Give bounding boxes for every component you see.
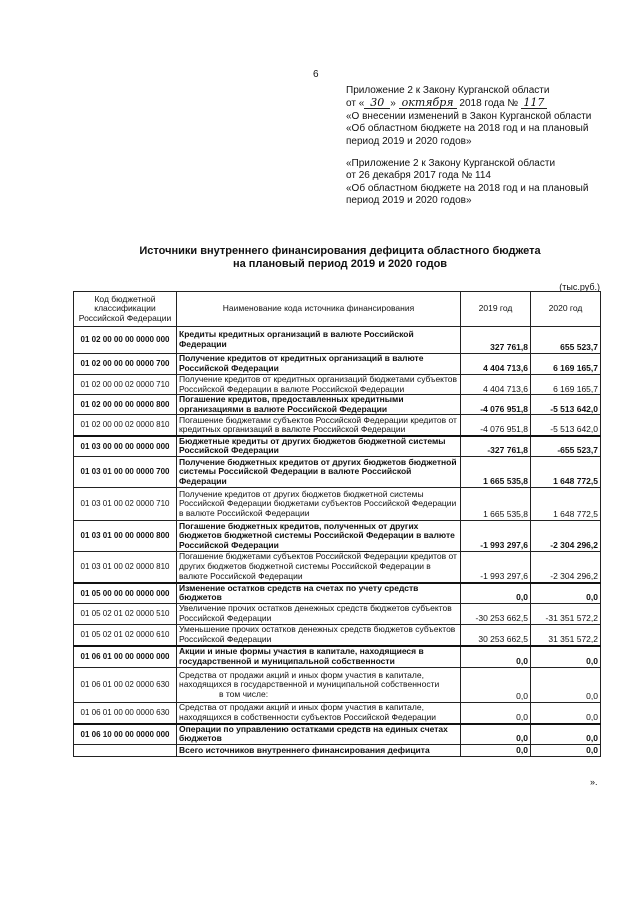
quote-open: « <box>358 98 365 110</box>
row-value-2019: -4 076 951,8 <box>461 395 531 415</box>
document-title <box>60 245 620 271</box>
row-note: в том числе: <box>219 688 269 699</box>
row-value-2020: -5 513 642,0 <box>531 395 601 415</box>
row-code: 01 02 00 00 00 0000 000 <box>74 327 177 354</box>
handwritten-day: 30 <box>364 97 390 109</box>
row-value-2020: 0,0 <box>531 668 601 703</box>
row-value-2020: -2 304 296,2 <box>531 521 601 552</box>
row-code: 01 03 00 00 00 0000 000 <box>74 436 177 457</box>
row-name-text: Изменение остатков средств на счетах по учету средств бюджетов <box>179 582 419 603</box>
row-value-2020: 6 169 165,7 <box>531 354 601 375</box>
row-name <box>177 521 461 552</box>
row-name <box>177 703 461 724</box>
table-row <box>74 375 601 395</box>
table-row <box>74 604 601 625</box>
row-value-2020: 6 169 165,7 <box>531 375 601 395</box>
table-row <box>74 703 601 724</box>
row-value-2020: 0,0 <box>531 583 601 604</box>
appendix-line: период 2019 и 2020 годов» <box>346 135 472 147</box>
row-name <box>177 646 461 668</box>
row-name <box>177 436 461 457</box>
row-code: 01 06 01 00 00 0000 630 <box>74 703 177 724</box>
table-row <box>74 583 601 604</box>
row-name-text: Погашение бюджетных кредитов, полученных от других бюджетов бюджетной системы Российской Федерации в валюте Российской Федерации <box>179 520 455 550</box>
appendix-line: период 2019 и 2020 годов» <box>346 195 472 207</box>
handwritten-month: октября <box>399 97 457 109</box>
row-name-text: Погашение бюджетами субъектов Российской Федерации кредитов от кредитных организаций в валюте Российской Федерации <box>179 414 457 435</box>
from-label: от <box>346 98 356 110</box>
row-name <box>177 415 461 436</box>
header-2020: 2020 год <box>531 292 601 327</box>
title-line: на плановый период 2019 и 2020 годов <box>232 258 448 270</box>
row-code: 01 03 01 00 02 0000 710 <box>74 488 177 521</box>
row-name <box>177 395 461 415</box>
table-row <box>74 395 601 415</box>
row-name <box>177 625 461 646</box>
header-code: Код бюджетной классификации Российской Федерации <box>74 292 177 327</box>
row-value-2020: 0,0 <box>531 724 601 745</box>
row-name-text: Получение кредитов от других бюджетов бюджетной системы Российской Федерации бюджетами субъектов Российской Федерации в валюте Российской Федерации <box>179 488 457 518</box>
row-name-text: Операции по управлению остатками средств на единых счетах бюджетов <box>179 723 448 744</box>
row-value-2019: 0,0 <box>461 745 531 757</box>
row-value-2019: 0,0 <box>461 703 531 724</box>
table-row <box>74 724 601 745</box>
row-value-2020: 0,0 <box>531 646 601 668</box>
row-code: 01 05 00 00 00 0000 000 <box>74 583 177 604</box>
row-value-2019: -1 993 297,6 <box>461 552 531 583</box>
row-value-2019: 4 404 713,6 <box>461 375 531 395</box>
row-code: 01 06 01 00 02 0000 630 <box>74 668 177 703</box>
row-value-2019: 1 665 535,8 <box>461 488 531 521</box>
row-value-2020: -655 523,7 <box>531 436 601 457</box>
row-name <box>177 583 461 604</box>
table-row <box>74 745 601 757</box>
appendix-header-original <box>346 158 616 208</box>
row-name-text: Уменьшение прочих остатков денежных средств бюджетов субъектов Российской Федерации <box>179 624 456 644</box>
row-name-text: Погашение бюджетами субъектов Российской Федерации кредитов от других бюджетов бюджетной системы Российской Федерации в валюте Российской Федерации <box>179 551 457 581</box>
appendix-date-line <box>346 97 616 110</box>
units-label: (тыс.руб.) <box>559 282 600 292</box>
row-value-2020: 1 648 772,5 <box>531 457 601 488</box>
row-value-2019: 30 253 662,5 <box>461 625 531 646</box>
table-row <box>74 625 601 646</box>
row-value-2019: 1 665 535,8 <box>461 457 531 488</box>
row-value-2020: -31 351 572,2 <box>531 604 601 625</box>
row-value-2020: 0,0 <box>531 745 601 757</box>
row-code: 01 03 01 00 00 0000 700 <box>74 457 177 488</box>
row-value-2019: 0,0 <box>461 668 531 703</box>
row-name <box>177 668 461 703</box>
row-name <box>177 604 461 625</box>
row-value-2019: 327 761,8 <box>461 327 531 354</box>
row-value-2020: -5 513 642,0 <box>531 415 601 436</box>
row-name <box>177 488 461 521</box>
table-row <box>74 521 601 552</box>
row-name-text: Кредиты кредитных организаций в валюте Российской Федерации <box>179 329 414 349</box>
appendix-line: «Об областном бюджете на 2018 год и на плановый <box>346 182 589 194</box>
appendix-header-new <box>346 85 616 148</box>
row-name-text: Средства от продажи акций и иных форм участия в капитале, находящихся в государственной и муниципальной собственности <box>179 669 440 690</box>
row-name <box>177 354 461 375</box>
table-row <box>74 327 601 354</box>
table-row <box>74 552 601 583</box>
table-row <box>74 457 601 488</box>
closing-mark: ». <box>590 777 598 787</box>
row-code: 01 02 00 00 02 0000 710 <box>74 375 177 395</box>
row-value-2020: 31 351 572,2 <box>531 625 601 646</box>
appendix-line: «Об областном бюджете на 2018 год и на плановый <box>346 123 589 135</box>
appendix-line: от 26 декабря 2017 года № 114 <box>346 170 491 182</box>
title-line: Источники внутреннего финансирования дефицита областного бюджета <box>139 245 541 257</box>
handwritten-number: 117 <box>521 97 547 109</box>
row-code: 01 05 02 01 02 0000 510 <box>74 604 177 625</box>
row-code: 01 06 10 00 00 0000 000 <box>74 724 177 745</box>
row-name-text: Получение бюджетных кредитов от других бюджетов бюджетной системы Российской Федерации в валюте Российской Федерации <box>179 456 457 486</box>
appendix-line: «О внесении изменений в Закон Курганской области <box>346 110 592 122</box>
row-name-text: Всего источников внутреннего финансирования дефицита <box>179 744 430 755</box>
row-code: 01 06 01 00 00 0000 000 <box>74 646 177 668</box>
row-code: 01 03 01 00 00 0000 800 <box>74 521 177 552</box>
row-value-2019: -4 076 951,8 <box>461 415 531 436</box>
row-name <box>177 552 461 583</box>
row-name-text: Получение кредитов от кредитных организаций бюджетами субъектов Российской Федерации в валюте Российской Федерации <box>179 374 458 394</box>
row-name <box>177 724 461 745</box>
row-code: 01 02 00 00 02 0000 810 <box>74 415 177 436</box>
row-value-2019: 0,0 <box>461 583 531 604</box>
row-code: 01 03 01 00 02 0000 810 <box>74 552 177 583</box>
year-label: 2018 года № <box>459 98 519 110</box>
row-code: 01 02 00 00 00 0000 700 <box>74 354 177 375</box>
row-code <box>74 745 177 757</box>
row-name-text: Погашение кредитов, предоставленных кредитными организациями в валюте Российской Федерации <box>179 394 404 414</box>
row-code: 01 02 00 00 00 0000 800 <box>74 395 177 415</box>
row-value-2019: -30 253 662,5 <box>461 604 531 625</box>
row-value-2020: -2 304 296,2 <box>531 552 601 583</box>
appendix-line: Приложение 2 к Закону Курганской области <box>346 85 550 96</box>
header-name: Наименование кода источника финансирования <box>177 292 461 327</box>
row-value-2019: 0,0 <box>461 724 531 745</box>
appendix-line: «Приложение 2 к Закону Курганской области <box>346 158 556 169</box>
row-name <box>177 375 461 395</box>
row-value-2019: -1 993 297,6 <box>461 521 531 552</box>
row-name <box>177 457 461 488</box>
row-name <box>177 745 461 757</box>
row-name-text: Средства от продажи акций и иных форм участия в капитале, находящихся в собственности субъектов Российской Федерации <box>179 702 437 722</box>
row-value-2020: 655 523,7 <box>531 327 601 354</box>
quote-close: » <box>390 98 396 110</box>
row-name <box>177 327 461 354</box>
row-code: 01 05 02 01 02 0000 610 <box>74 625 177 646</box>
header-2019: 2019 год <box>461 292 531 327</box>
row-value-2019: -327 761,8 <box>461 436 531 457</box>
financing-table <box>73 291 601 757</box>
page-number: 6 <box>313 69 319 80</box>
row-value-2020: 0,0 <box>531 703 601 724</box>
row-name-text: Бюджетные кредиты от других бюджетов бюджетной системы Российской Федерации <box>179 435 446 456</box>
table-body <box>74 327 601 757</box>
row-name-text: Увеличение прочих остатков денежных средств бюджетов субъектов Российской Федерации <box>179 603 452 624</box>
row-value-2019: 0,0 <box>461 646 531 668</box>
table-row <box>74 488 601 521</box>
table-row <box>74 668 601 703</box>
row-value-2019: 4 404 713,6 <box>461 354 531 375</box>
row-name-text: Получение кредитов от кредитных организаций в валюте Российской Федерации <box>179 353 424 373</box>
table-row <box>74 415 601 436</box>
table-row <box>74 354 601 375</box>
table-row <box>74 646 601 668</box>
table-header-row <box>74 292 601 327</box>
table-row <box>74 436 601 457</box>
row-value-2020: 1 648 772,5 <box>531 488 601 521</box>
row-name-text: Акции и иные формы участия в капитале, находящиеся в государственной и муниципальной собственности <box>179 646 424 666</box>
